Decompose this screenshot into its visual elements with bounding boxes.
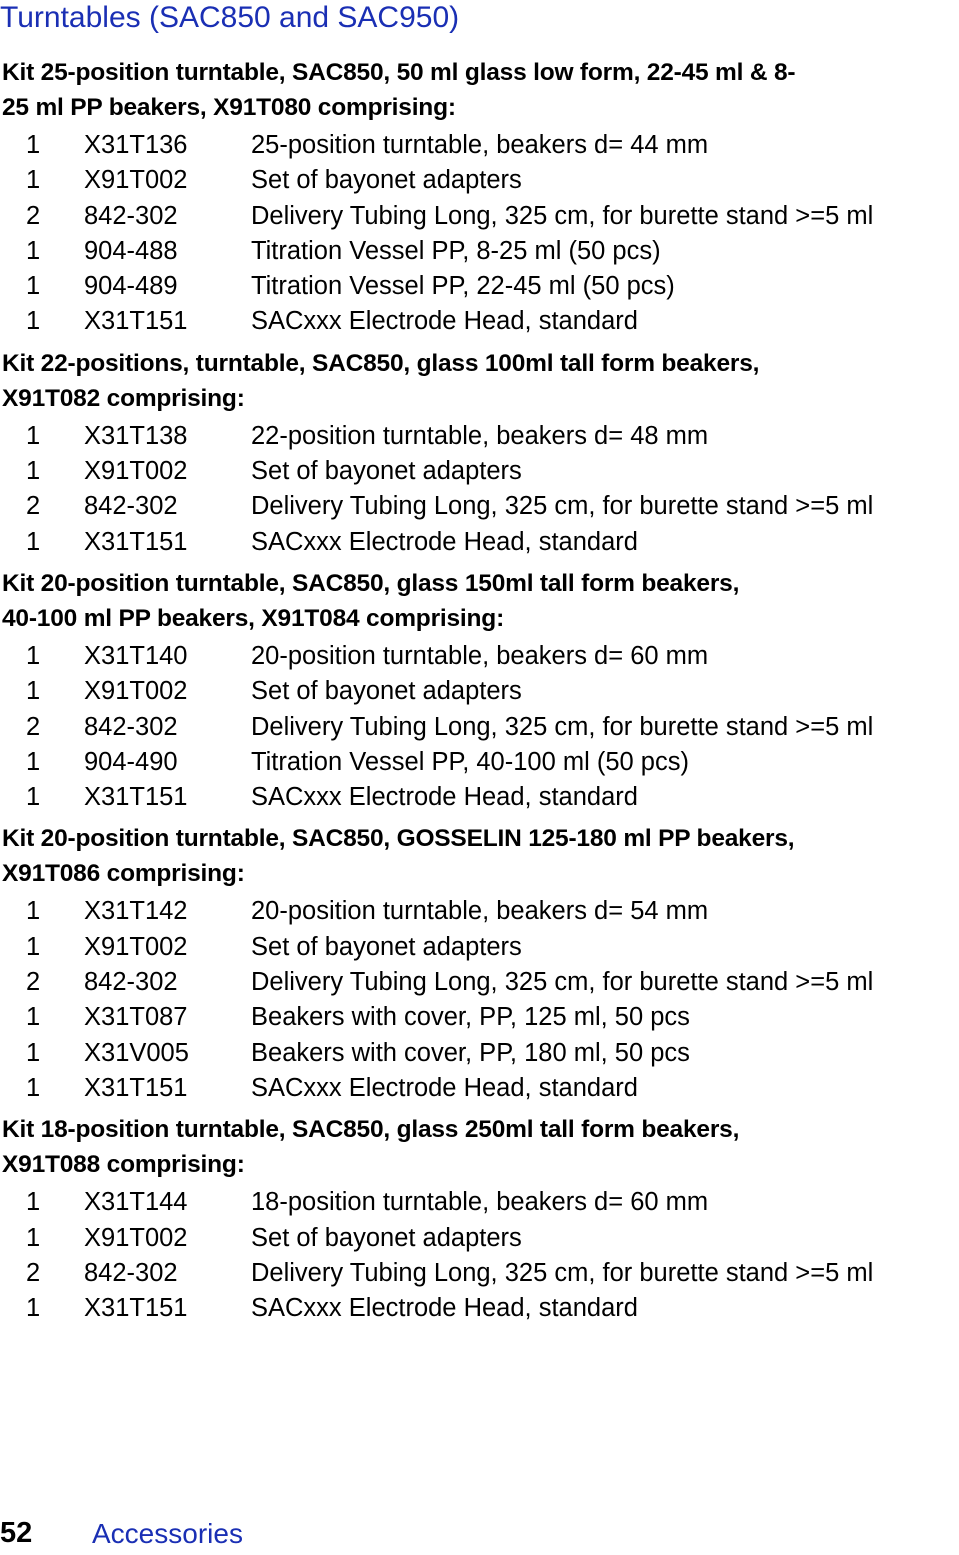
- list-item: [2, 304, 959, 339]
- item-description: Titration Vessel PP, 8-25 ml (50 pcs): [251, 236, 661, 265]
- list-item: [2, 965, 959, 1000]
- kit-heading-line: Kit 18-position turntable, SAC850, glass 250ml tall form beakers,: [2, 1116, 740, 1144]
- kit-items: [2, 128, 959, 340]
- item-quantity: 1: [26, 747, 41, 776]
- item-code: X31T142: [84, 897, 188, 926]
- item-quantity: 1: [26, 236, 41, 265]
- item-code: 904-489: [84, 272, 178, 301]
- item-code: X91T002: [84, 677, 188, 706]
- kit-items: [2, 419, 959, 560]
- item-description: Titration Vessel PP, 22-45 ml (50 pcs): [251, 272, 675, 301]
- item-description: 20-position turntable, beakers d= 60 mm: [251, 641, 709, 670]
- section-label: Accessories: [92, 1518, 243, 1549]
- item-description: Beakers with cover, PP, 180 ml, 50 pcs: [251, 1038, 690, 1067]
- item-quantity: 1: [26, 1294, 41, 1323]
- kit-items: [2, 639, 959, 815]
- item-description: Delivery Tubing Long, 325 cm, for burette stand >=5 ml: [251, 1258, 874, 1287]
- page-number: 52: [0, 1517, 33, 1549]
- kit-heading: [2, 821, 959, 891]
- item-quantity: 1: [26, 131, 41, 159]
- item-description: Set of bayonet adapters: [251, 677, 522, 706]
- list-item: [2, 1000, 959, 1035]
- kit-heading-line: 25 ml PP beakers, X91T080 comprising:: [2, 94, 456, 121]
- list-item: [2, 639, 959, 674]
- item-quantity: 1: [26, 1073, 41, 1102]
- item-description: 25-position turntable, beakers d= 44 mm: [251, 131, 709, 159]
- item-code: X31T151: [84, 1294, 188, 1323]
- item-code: 904-490: [84, 747, 178, 776]
- item-description: Delivery Tubing Long, 325 cm, for burette stand >=5 ml: [251, 492, 874, 521]
- item-quantity: 2: [26, 968, 41, 997]
- kit-heading-line: X91T086 comprising:: [2, 860, 245, 888]
- item-quantity: 2: [26, 712, 41, 741]
- item-quantity: 1: [26, 166, 41, 195]
- item-code: X31T136: [84, 131, 188, 159]
- page-title: Turntables (SAC850 and SAC950): [0, 1, 460, 34]
- item-description: Titration Vessel PP, 40-100 ml (50 pcs): [251, 747, 689, 776]
- item-quantity: 1: [26, 1038, 41, 1067]
- item-quantity: 1: [26, 272, 41, 301]
- item-description: Delivery Tubing Long, 325 cm, for burette stand >=5 ml: [251, 968, 874, 997]
- kit-section: [2, 346, 959, 560]
- list-item: [2, 525, 959, 560]
- item-code: X91T002: [84, 166, 188, 195]
- kit-heading-line: Kit 20-position turntable, SAC850, glass 150ml tall form beakers,: [2, 569, 740, 597]
- item-quantity: 1: [26, 641, 41, 670]
- list-item: [2, 419, 959, 454]
- kit-items: [2, 1185, 959, 1326]
- kit-heading: [2, 55, 959, 125]
- item-quantity: 1: [26, 1223, 41, 1252]
- item-quantity: 1: [26, 1188, 41, 1217]
- kit-heading: [2, 566, 959, 636]
- item-description: Set of bayonet adapters: [251, 932, 522, 961]
- item-code: 842-302: [84, 1258, 178, 1287]
- item-description: SACxxx Electrode Head, standard: [251, 527, 638, 556]
- item-description: SACxxx Electrode Head, standard: [251, 307, 638, 336]
- kit-heading-line: X91T082 comprising:: [2, 384, 245, 412]
- item-code: 842-302: [84, 712, 178, 741]
- kit-section: [2, 55, 959, 340]
- list-item: [2, 780, 959, 815]
- item-code: X91T002: [84, 932, 188, 961]
- item-quantity: 1: [26, 527, 41, 556]
- kit-heading-line: Kit 20-position turntable, SAC850, GOSSELIN 125-180 ml PP beakers,: [2, 825, 795, 853]
- kit-heading-line: Kit 22-positions, turntable, SAC850, glass 100ml tall form beakers,: [2, 349, 760, 377]
- list-item: [2, 454, 959, 489]
- kit-section: [2, 566, 959, 815]
- item-description: SACxxx Electrode Head, standard: [251, 1294, 638, 1323]
- item-quantity: 1: [26, 897, 41, 926]
- item-quantity: 1: [26, 307, 41, 336]
- list-item: [2, 745, 959, 780]
- kit-heading: [2, 1112, 959, 1182]
- item-description: SACxxx Electrode Head, standard: [251, 783, 638, 812]
- item-code: X31T151: [84, 307, 188, 336]
- item-description: 22-position turntable, beakers d= 48 mm: [251, 421, 709, 450]
- item-description: Set of bayonet adapters: [251, 457, 522, 486]
- item-quantity: 1: [26, 421, 41, 450]
- list-item: [2, 199, 959, 234]
- list-item: [2, 1221, 959, 1256]
- kit-heading-line: X91T088 comprising:: [2, 1151, 245, 1179]
- item-description: 20-position turntable, beakers d= 54 mm: [251, 897, 709, 926]
- item-code: X91T002: [84, 1223, 188, 1252]
- list-item: [2, 930, 959, 965]
- item-quantity: 2: [26, 1258, 41, 1287]
- item-code: X31V005: [84, 1038, 189, 1067]
- kit-heading: [2, 346, 959, 416]
- item-description: Set of bayonet adapters: [251, 166, 522, 195]
- item-quantity: 1: [26, 457, 41, 486]
- list-item: [2, 1185, 959, 1220]
- item-description: Set of bayonet adapters: [251, 1223, 522, 1252]
- kit-section: [2, 1112, 959, 1326]
- kit-section: [2, 821, 959, 1106]
- item-quantity: 1: [26, 677, 41, 706]
- list-item: [2, 234, 959, 269]
- list-item: [2, 1256, 959, 1291]
- item-quantity: 1: [26, 932, 41, 961]
- kit-items: [2, 894, 959, 1106]
- kit-heading-line: Kit 25-position turntable, SAC850, 50 ml glass low form, 22-45 ml & 8-: [2, 59, 796, 86]
- item-code: 842-302: [84, 968, 178, 997]
- list-item: [2, 674, 959, 709]
- item-description: Delivery Tubing Long, 325 cm, for burette stand >=5 ml: [251, 712, 874, 741]
- kit-heading-line: 40-100 ml PP beakers, X91T084 comprising:: [2, 604, 505, 632]
- item-code: 842-302: [84, 492, 178, 521]
- item-quantity: 2: [26, 492, 41, 521]
- list-item: [2, 710, 959, 745]
- item-description: Beakers with cover, PP, 125 ml, 50 pcs: [251, 1003, 690, 1032]
- list-item: [2, 894, 959, 929]
- list-item: [2, 1291, 959, 1326]
- item-quantity: 1: [26, 1003, 41, 1032]
- item-code: X31T140: [84, 641, 188, 670]
- item-code: X31T151: [84, 1073, 188, 1102]
- item-code: X31T087: [84, 1003, 188, 1032]
- list-item: [2, 163, 959, 198]
- item-description: 18-position turntable, beakers d= 60 mm: [251, 1188, 709, 1217]
- item-description: Delivery Tubing Long, 325 cm, for burette stand >=5 ml: [251, 201, 874, 230]
- item-code: 904-488: [84, 236, 178, 265]
- list-item: [2, 269, 959, 304]
- item-description: SACxxx Electrode Head, standard: [251, 1073, 638, 1102]
- kit-list: [2, 55, 959, 1332]
- item-code: X91T002: [84, 457, 188, 486]
- item-code: X31T138: [84, 421, 188, 450]
- list-item: [2, 489, 959, 524]
- item-quantity: 1: [26, 783, 41, 812]
- list-item: [2, 128, 959, 163]
- item-code: X31T151: [84, 783, 188, 812]
- list-item: [2, 1036, 959, 1071]
- item-code: X31T151: [84, 527, 188, 556]
- item-quantity: 2: [26, 201, 41, 230]
- list-item: [2, 1071, 959, 1106]
- item-code: 842-302: [84, 201, 178, 230]
- item-code: X31T144: [84, 1188, 188, 1217]
